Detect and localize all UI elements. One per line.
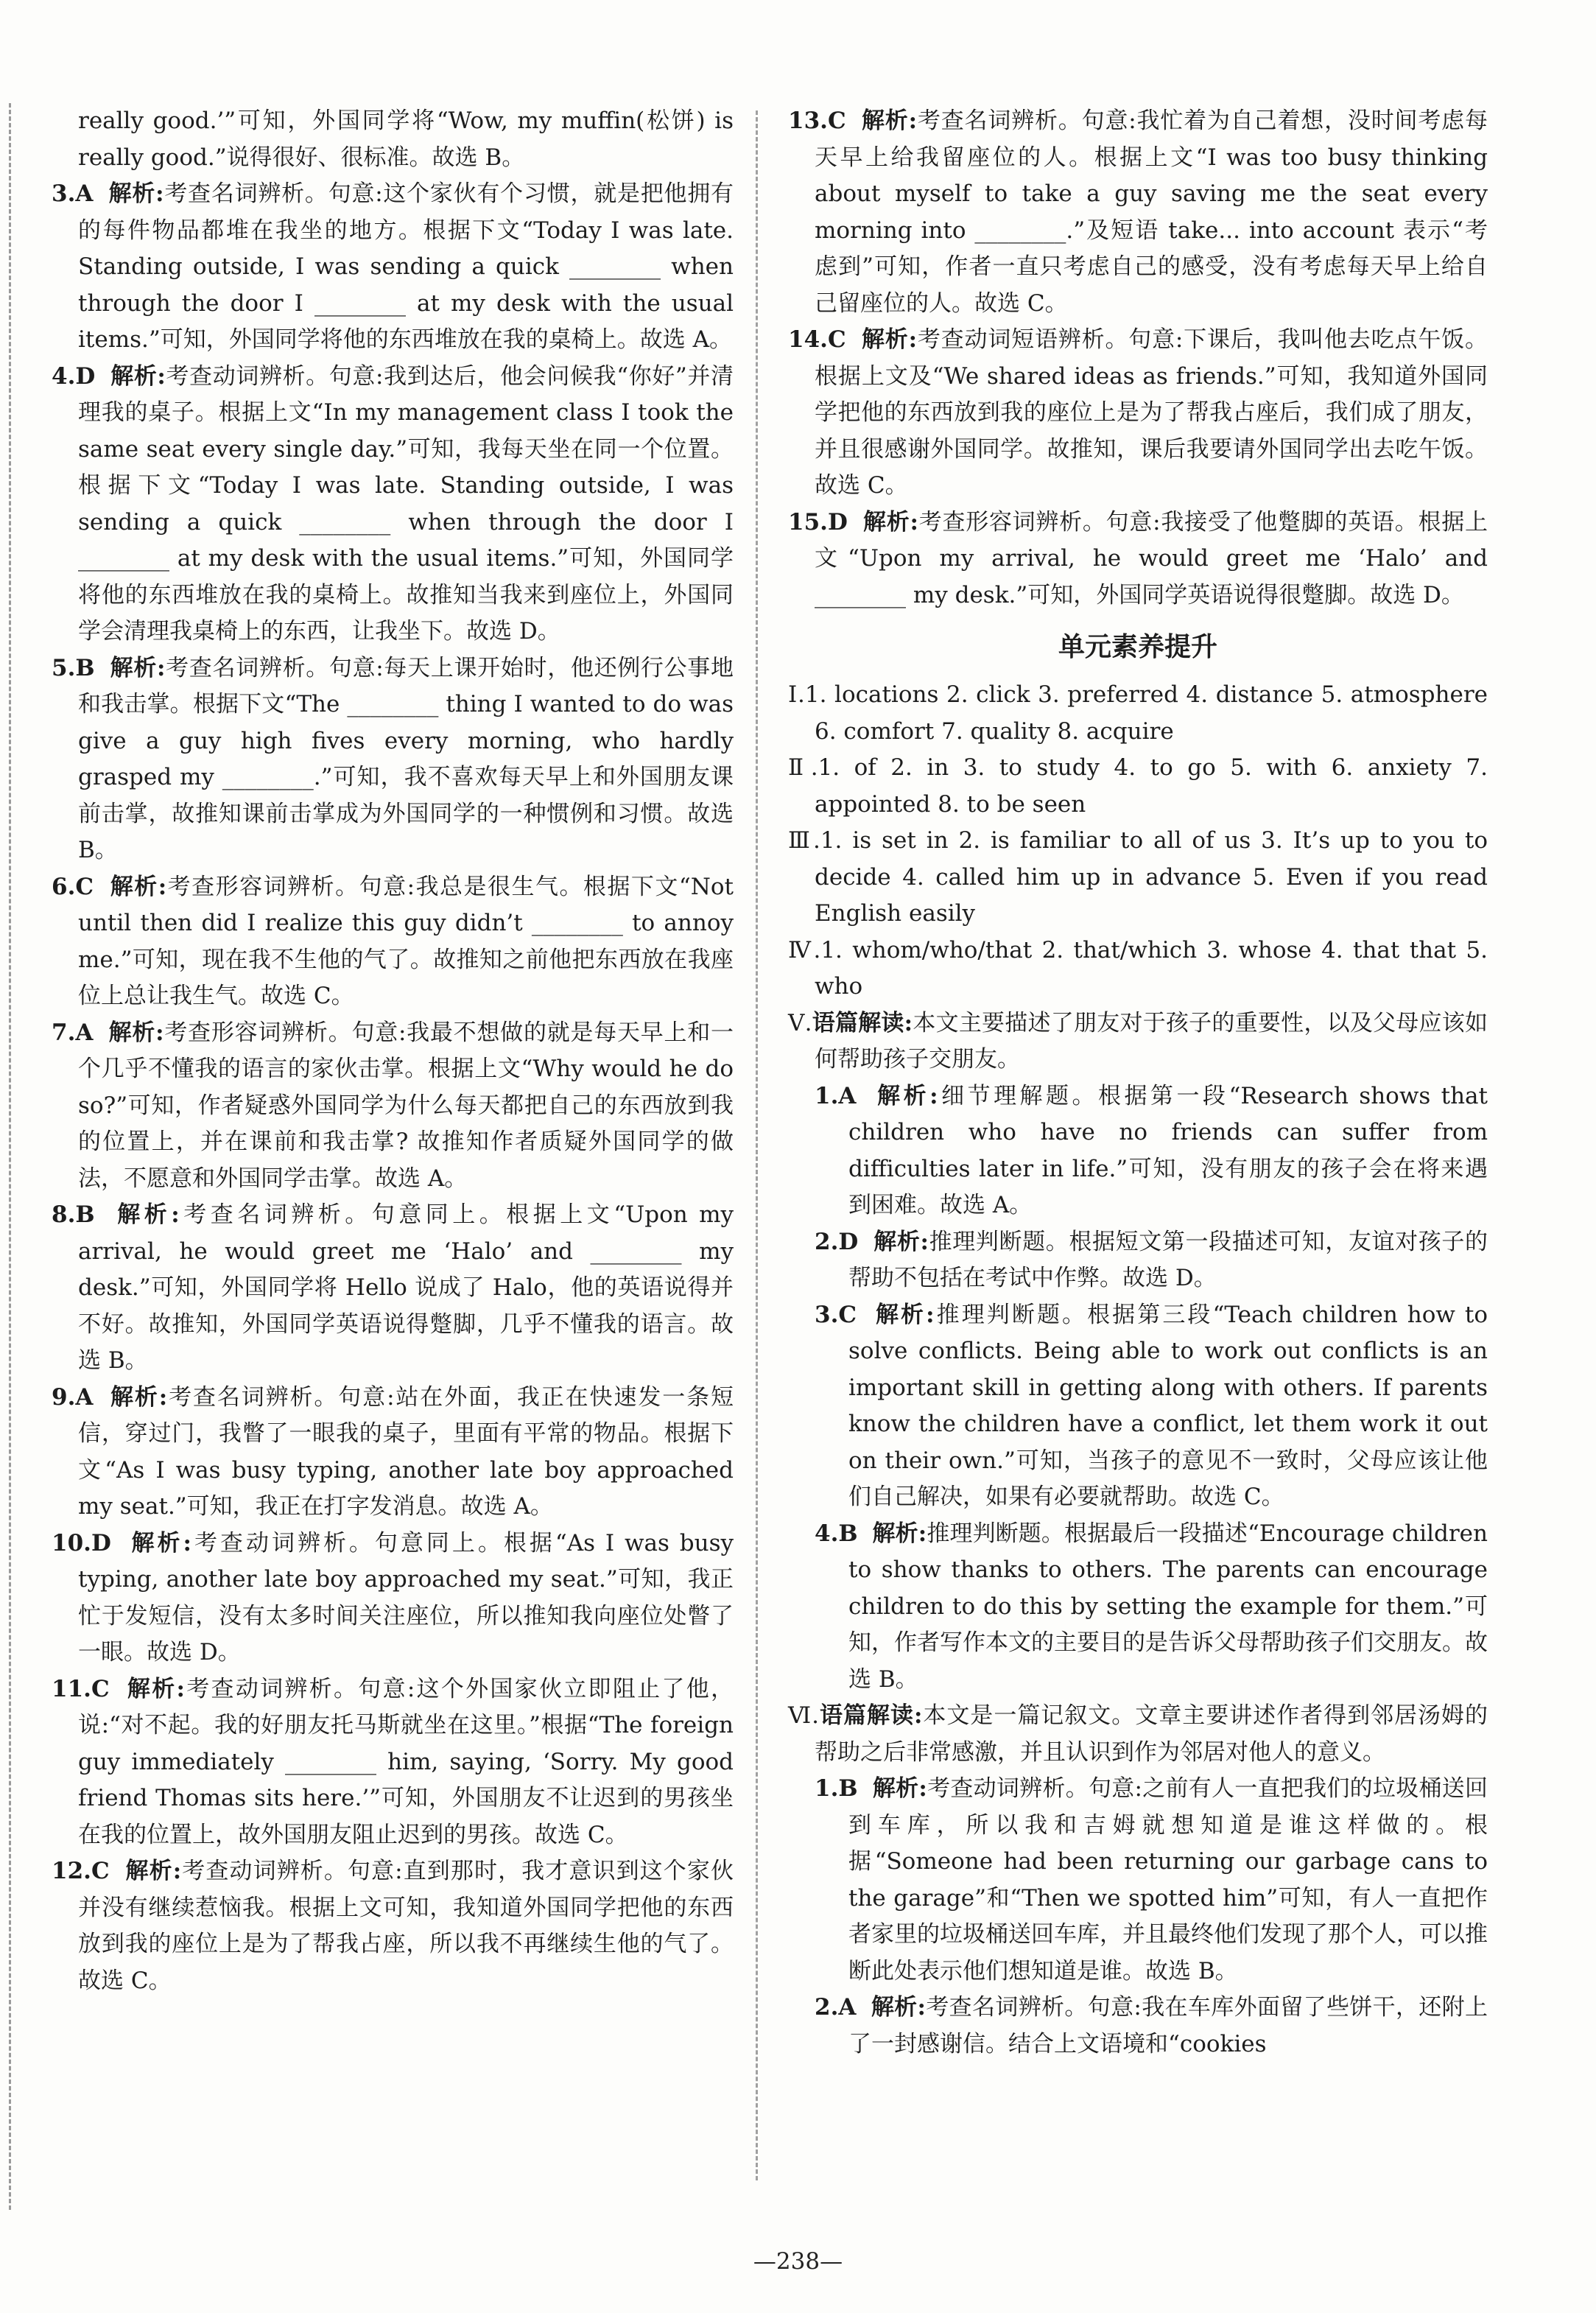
section-title: 单元素养提升: [1058, 632, 1217, 662]
answer-item-5: 5.B 解析:考查名词辨析。句意:每天上课开始时，他还例行公事地和我击掌。根据下文“The ________ thing I wanted to do was give a guy high fives every morning, who hardly grasped my ________.”可知，我不喜欢每天早上和外国朋友课前击掌，故推知课前击掌成为外国同学的一种惯例和习惯。故选 B。: [52, 654, 734, 863]
answer-item-14: 14.C 解析:考查动词短语辨析。句意:下课后，我叫他去吃点午饭。根据上文及“We shared ideas as friends.”可知，我知道外国同学把他的东西放到我的座位上是为了帮我占座后，我们成了朋友，并且很感谢外国同学。故推知，课后我要请外国同学出去吃午饭。故选 C。: [788, 326, 1488, 499]
answer-item-15: 15.D 解析:考查形容词辨析。句意:我接受了他蹩脚的英语。根据上文“Upon my arrival, he would greet me ‘Halo’ and ________ my desk.”可知，外国同学英语说得很蹩脚。故选 D。: [788, 508, 1488, 608]
passage-v-item-4: 4.B 解析:推理判断题。根据最后一段描述“Encourage children to show thanks to others. The parents can encourage children to do this by setting the example for them.”可知，作者写作本文的主要目的是告诉父母帮助孩子们交朋友。故选 B。: [815, 1520, 1488, 1693]
answer-item-12: 12.C 解析:考查动词辨析。句意:直到那时，我才意识到这个家伙并没有继续惹恼我。根据上文可知，我知道外国同学把他的东西放到我的座位上是为了帮我占座，所以我不再继续生他的气了。故选 C。: [52, 1858, 734, 1994]
right-column: [788, 103, 1488, 2063]
answer-item-3: 3.A 解析:考查名词辨析。句意:这个家伙有个习惯，就是把他拥有的每件物品都堆在我坐的地方。根据下文“Today I was late. Standing outside, I was sending a quick ________ when through the door I ________ at my desk with the usual items.”可知，外国同学将他的东西堆放在我的桌椅上。故选 A。: [52, 180, 734, 353]
exercise-1: Ⅰ.1. locations 2. click 3. preferred 4. distance 5. atmosphere 6. comfort 7. quality 8. acquire: [788, 681, 1488, 745]
passage-v-item-3: 3.C 解析:推理判断题。根据第三段“Teach children how to solve conflicts. Being able to work out conflicts is an important skill in getting along with others. If parents know the children have a conflict, let them work it out on their own.”可知，当孩子的意见不一致时，父母应该让他们自己解决，如果有必要就帮助。故选 C。: [815, 1301, 1488, 1510]
answer-item-13: 13.C 解析:考查名词辨析。句意:我忙着为自己着想，没时间考虑每天早上给我留座位的人。根据上文“I was too busy thinking about myself to take a guy saving me the seat every morning into ________.”及短语 take... into account 表示“考虑到”可知，作者一直只考虑自己的感受，没有考虑每天早上给自己留座位的人。故选 C。: [788, 108, 1488, 317]
answer-item-10: 10.D 解析:考查动词辨析。句意同上。根据“As I was busy typing, another late boy approached my seat.”可知，我正忙于发短信，没有太多时间关注座位，所以推知我向座位处瞥了一眼。故选 D。: [52, 1529, 734, 1666]
binding-margin-line: [9, 103, 11, 2210]
answer-continuation: really good.’”可知，外国同学将“Wow, my muffin(松饼) is really good.”说得很好、很标准。故选 B。: [78, 108, 734, 171]
passage-vi-item-1: 1.B 解析:考查动词辨析。句意:之前有人一直把我们的垃圾桶送回到车库，所以我和吉姆就想知道是谁这样做的。根据“Someone had been returning our garbage cans to the garage”和“Then we spotted him”可知，有人一直把作者家里的垃圾桶送回车库，并且最终他们发现了那个人，可以推断此处表示他们想知道是谁。故选 B。: [815, 1775, 1488, 1984]
answer-item-4: 4.D 解析:考查动词辨析。句意:我到达后，他会问候我“你好”并清理我的桌子。根据上文“In my management class I took the same seat every single day.”可知，我每天坐在同一个位置。根据下文“Today I was late. Standing outside, I was sending a quick ________ when through the door I ________ at my desk with the usual items.”可知，外国同学将他的东西堆放在我的桌椅上。故推知当我来到座位上，外国同学会清理我桌椅上的东西，让我坐下。故选 D。: [52, 362, 734, 645]
passage-v-summary: Ⅴ.语篇解读:本文主要描述了朋友对于孩子的重要性，以及父母应该如何帮助孩子交朋友。: [788, 1009, 1488, 1073]
exercise-2: Ⅱ.1. of 2. in 3. to study 4. to go 5. with 6. anxiety 7. appointed 8. to be seen: [788, 754, 1488, 818]
answer-item-6: 6.C 解析:考查形容词辨析。句意:我总是很生气。根据下文“Not until then did I realize this guy didn’t ________ to annoy me.”可知，现在我不生他的气了。故推知之前他把东西放在我座位上总让我生气。故选 C。: [52, 873, 734, 1009]
passage-vi-item-2: 2.A 解析:考查名词辨析。句意:我在车库外面留了些饼干，还附上了一封感谢信。结合上文语境和“cookies: [815, 1994, 1488, 2057]
answer-item-9: 9.A 解析:考查名词辨析。句意:站在外面，我正在快速发一条短信，穿过门，我瞥了一眼我的桌子，里面有平常的物品。根据下文“As I was busy typing, another late boy approached my seat.”可知，我正在打字发消息。故选 A。: [52, 1383, 734, 1520]
answer-item-8: 8.B 解析:考查名词辨析。句意同上。根据上文“Upon my arrival, he would greet me ‘Halo’ and ________ my desk.”可知，外国同学将 Hello 说成了 Halo，他的英语说得并不好。故推知，外国同学英语说得蹩脚，几乎不懂我的语言。故选 B。: [52, 1201, 734, 1374]
passage-v-item-2: 2.D 解析:推理判断题。根据短文第一段描述可知，友谊对孩子的帮助不包括在考试中作弊。故选 D。: [815, 1228, 1488, 1291]
column-divider: [756, 110, 758, 2180]
exercise-4: Ⅳ.1. whom/who/that 2. that/which 3. whose 4. that that 5. who: [788, 936, 1488, 1000]
answer-item-7: 7.A 解析:考查形容词辨析。句意:我最不想做的就是每天早上和一个几乎不懂我的语言的家伙击掌。根据上文“Why would he do so?”可知，作者疑惑外国同学为什么每天都把自己的东西放到我的位置上，并在课前和我击掌? 故推知作者质疑外国同学的做法，不愿意和外国同学击掌。故选 A。: [52, 1019, 734, 1192]
answer-item-11: 11.C 解析:考查动词辨析。句意:这个外国家伙立即阻止了他，说:“对不起。我的好朋友托马斯就坐在这里。”根据“The foreign guy immediately ________ him, saying, ‘Sorry. My good friend Thomas sits here.’”可知，外国朋友不让迟到的男孩坐在我的位置上，故外国朋友阻止迟到的男孩。故选 C。: [52, 1675, 734, 1848]
exercise-3: Ⅲ.1. is set in 2. is familiar to all of us 3. It’s up to you to decide 4. called him up in advance 5. Even if you read English easily: [788, 827, 1488, 927]
page-number: —238—: [753, 2248, 843, 2275]
passage-v-item-1: 1.A 解析:细节理解题。根据第一段“Research shows that children who have no friends can suffer from difficulties later in life.”可知，没有朋友的孩子会在将来遇到困难。故选 A。: [815, 1082, 1488, 1218]
passage-vi-summary: Ⅵ.语篇解读:本文是一篇记叙文。文章主要讲述作者得到邻居汤姆的帮助之后非常感激，并且认识到作为邻居对他人的意义。: [788, 1702, 1488, 1766]
left-column: [52, 103, 734, 1999]
